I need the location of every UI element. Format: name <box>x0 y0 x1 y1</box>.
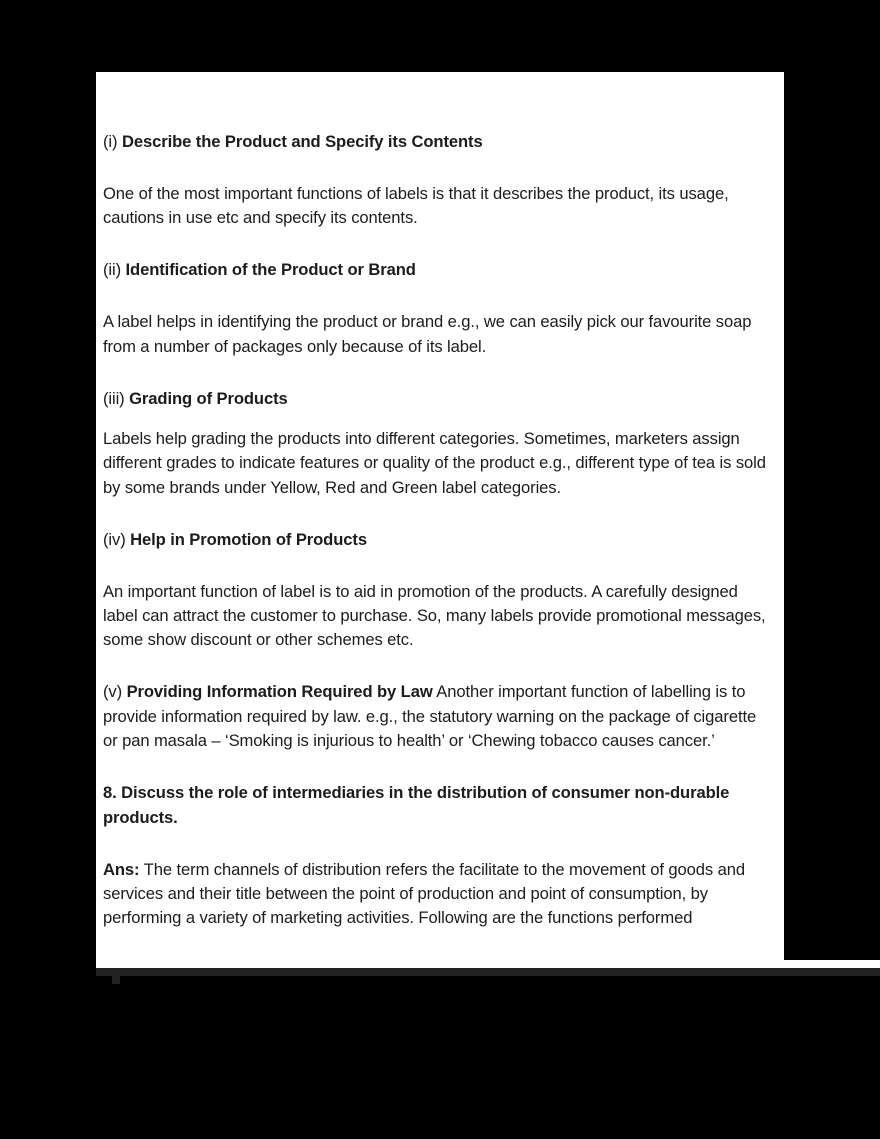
answer-text: The term channels of distribution refers the facilitate to the movement of goods and services and their title between the point of production and point of consumption, by performing a variety of marketing activities. Following are the functions performed <box>103 859 745 928</box>
section-heading-identification <box>103 258 775 282</box>
section-number: (iii) <box>103 388 130 408</box>
page-edge-mark <box>112 976 120 984</box>
section-title: Grading of Products <box>129 388 288 408</box>
question-text: 8. Discuss the role of intermediaries in the distribution of consumer non-durable products. <box>103 783 730 827</box>
section-title: Identification of the Product or Brand <box>125 260 416 280</box>
section-number: (ii) <box>103 260 126 280</box>
page-bottom-strip <box>96 960 880 968</box>
section-heading-promotion <box>103 528 775 552</box>
section-number: (iv) <box>103 529 131 549</box>
section-body-identification: A label helps in identifying the product or brand e.g., we can easily pick our favourite soap from a number of packages only because of its label. <box>103 312 752 356</box>
page-divider-bar <box>96 968 880 976</box>
section-title: Help in Promotion of Products <box>130 529 367 549</box>
section-heading-grading <box>103 387 775 411</box>
section-number: (i) <box>103 132 122 151</box>
document-page <box>96 72 784 960</box>
section-heading-describe-product <box>103 130 775 154</box>
section-law-information <box>103 680 775 753</box>
document-content <box>103 130 775 931</box>
answer-paragraph <box>103 858 775 931</box>
section-body-describe-product: One of the most important functions of labels is that it describes the product, its usage, cautions in use etc and specify its contents. <box>103 184 729 228</box>
section-body-law: Another important function of labelling is to provide information required by law. e.g., the statutory warning on the package of cigarette or pan masala – ‘Smoking is injurious to health’ or ‘Chewing tobacco causes cancer.’ <box>103 682 757 751</box>
section-title: Describe the Product and Specify its Contents <box>121 132 483 151</box>
question-heading <box>103 781 775 830</box>
section-body-promotion: An important function of label is to aid in promotion of the products. A carefully designed label can attract the customer to purchase. So, many labels provide promotional messages, some show discount or other schemes etc. <box>103 581 766 650</box>
answer-label: Ans: <box>103 859 140 879</box>
section-title: Providing Information Required by Law <box>126 682 433 702</box>
section-number: (v) <box>103 682 127 702</box>
section-body-grading: Labels help grading the products into different categories. Sometimes, marketers assign different grades to indicate features or quality of the product e.g., different type of tea is sold by some brands under Yellow, Red and Green label categories. <box>103 428 766 497</box>
